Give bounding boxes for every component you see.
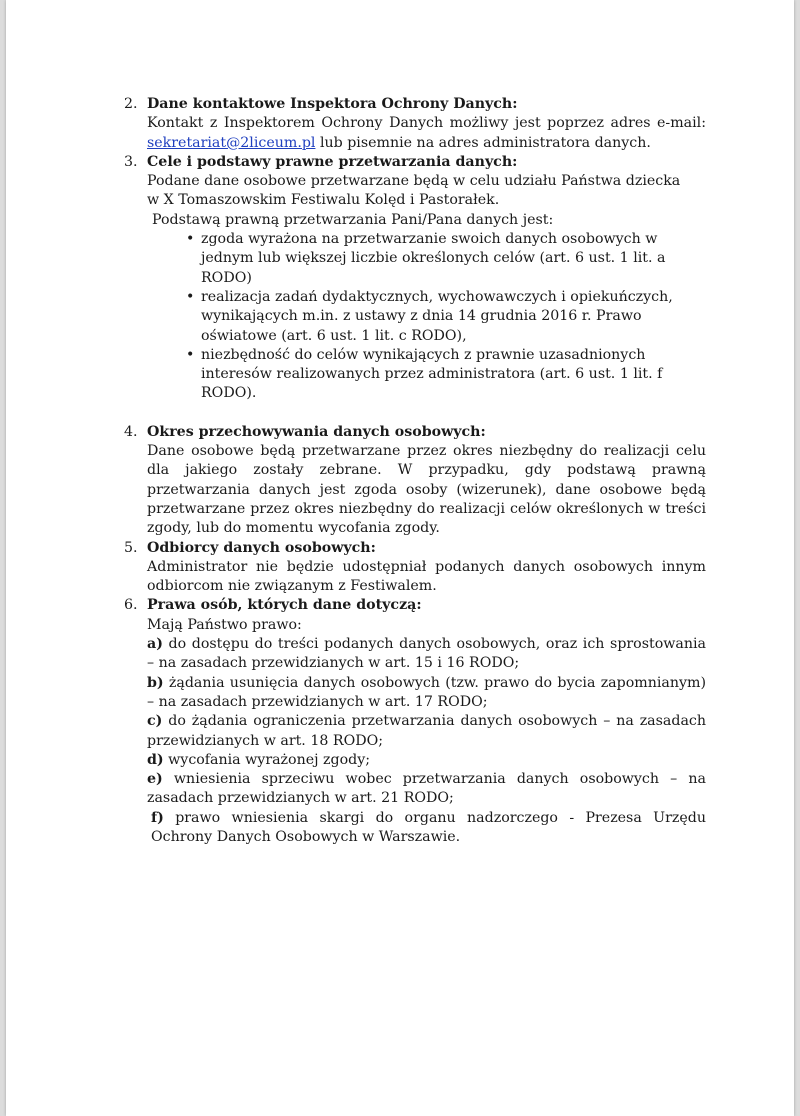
contact-text-rest: lub pisemnie na adres administratora danych. [315, 134, 651, 151]
contact-text: Kontakt z Inspektorem Ochrony Danych możliwy jest poprzez adres e-mail: [147, 115, 706, 132]
bullet-icon: • [186, 288, 195, 305]
section-3 [124, 153, 706, 404]
section-5 [124, 539, 706, 597]
right-text: do dostępu do treści podanych danych osobowych, oraz ich sprostowania – na zasadach przewidzianych w art. 15 i 16 RODO; [147, 636, 706, 672]
section-title: Odbiorcy danych osobowych: [147, 539, 376, 556]
legal-basis-list [185, 230, 706, 404]
right-text: żądania usunięcia danych osobowych (tzw. prawo do bycia zapomnianym) – na zasadach przewidzianych w art. 17 RODO; [147, 674, 706, 710]
right-text: do żądania ograniczenia przetwarzania danych osobowych – na zasadach przewidzianych w art. 18 RODO; [147, 713, 706, 749]
email-link[interactable]: sekretariat@2liceum.pl [147, 134, 316, 151]
bullet-icon: • [186, 346, 195, 363]
right-item [147, 809, 706, 848]
list-item [185, 346, 706, 404]
section-6 [124, 596, 706, 847]
right-letter: b) [147, 674, 164, 691]
section-title: Okres przechowywania danych osobowych: [147, 423, 486, 440]
section-number: 3. [124, 153, 138, 170]
purpose-paragraph: Podane dane osobowe przetwarzane będą w celu udziału Państwa dziecka w X Tomaszowskim Festiwalu Kolęd i Pastorałek. [147, 173, 681, 209]
list-item [185, 288, 706, 346]
section-number: 5. [124, 539, 138, 556]
right-letter: e) [147, 771, 163, 788]
right-item [147, 751, 706, 770]
right-letter: c) [147, 713, 163, 730]
section-number: 2. [124, 96, 138, 112]
list-item [185, 230, 706, 288]
list-item-text: niezbędność do celów wynikających z prawnie uzasadnionych interesów realizowanych przez administratora (art. 6 ust. 1 lit. f RODO). [201, 346, 663, 402]
right-letter: a) [147, 636, 163, 653]
list-item-text: zgoda wyrażona na przetwarzanie swoich danych osobowych w jednym lub większej liczbie określonych celów (art. 6 ust. 1 lit. a RODO) [201, 231, 666, 286]
right-letter: d) [147, 751, 164, 768]
recipients-paragraph: Administrator nie będzie udostępniał podanych danych osobowych innym odbiorcom nie związanym z Festiwalem. [147, 558, 706, 595]
right-item [147, 712, 706, 751]
right-item [147, 674, 706, 713]
section-title: Dane kontaktowe Inspektora Ochrony Danych: [147, 96, 518, 112]
section-text-line [147, 134, 706, 153]
section-number: 4. [124, 423, 138, 440]
bullet-icon: • [186, 231, 195, 248]
right-letter: f) [151, 809, 164, 826]
rights-intro: Mają Państwo prawo: [147, 616, 302, 633]
list-item-text: realizacja zadań dydaktycznych, wychowawczych i opiekuńczych, wynikających m.in. z ustawy z dnia 14 grudnia 2016 r. Prawo oświatowe (art. 6 ust. 1 lit. c RODO), [201, 288, 673, 344]
right-text: wniesienia sprzeciwu wobec przetwarzania danych osobowych – na zasadach przewidzianych w art. 21 RODO; [147, 771, 706, 807]
right-item [147, 635, 706, 674]
retention-paragraph: Dane osobowe będą przetwarzane przez okres niezbędny do realizacji celu dla jakiego zostały zebrane. W przypadku, gdy podstawą prawną przetwarzania danych jest zgoda osoby (wizerunek), dane osobowe będą przetwarzane przez okres niezbędny do realizacji celów określonych w treści zgody, lub do momentu wycofania zgody. [147, 443, 706, 537]
legal-basis-intro: Podstawą prawną przetwarzania Pani/Pana danych jest: [152, 211, 554, 228]
section-text-line [147, 114, 706, 133]
document-content [124, 95, 706, 847]
section-title: Cele i podstawy prawne przetwarzania danych: [147, 153, 518, 170]
document-page [6, 0, 794, 1116]
right-text: prawo wniesienia skargi do organu nadzorczego - Prezesa Urzędu Ochrony Danych Osobowych w Warszawie. [151, 809, 706, 845]
section-number: 6. [124, 597, 138, 614]
spacer [124, 404, 706, 423]
section-2 [124, 95, 706, 153]
section-4 [124, 423, 706, 539]
right-text: wycofania wyrażonej zgody; [168, 751, 370, 768]
section-title: Prawa osób, których dane dotyczą: [147, 597, 422, 614]
right-item [147, 770, 706, 809]
